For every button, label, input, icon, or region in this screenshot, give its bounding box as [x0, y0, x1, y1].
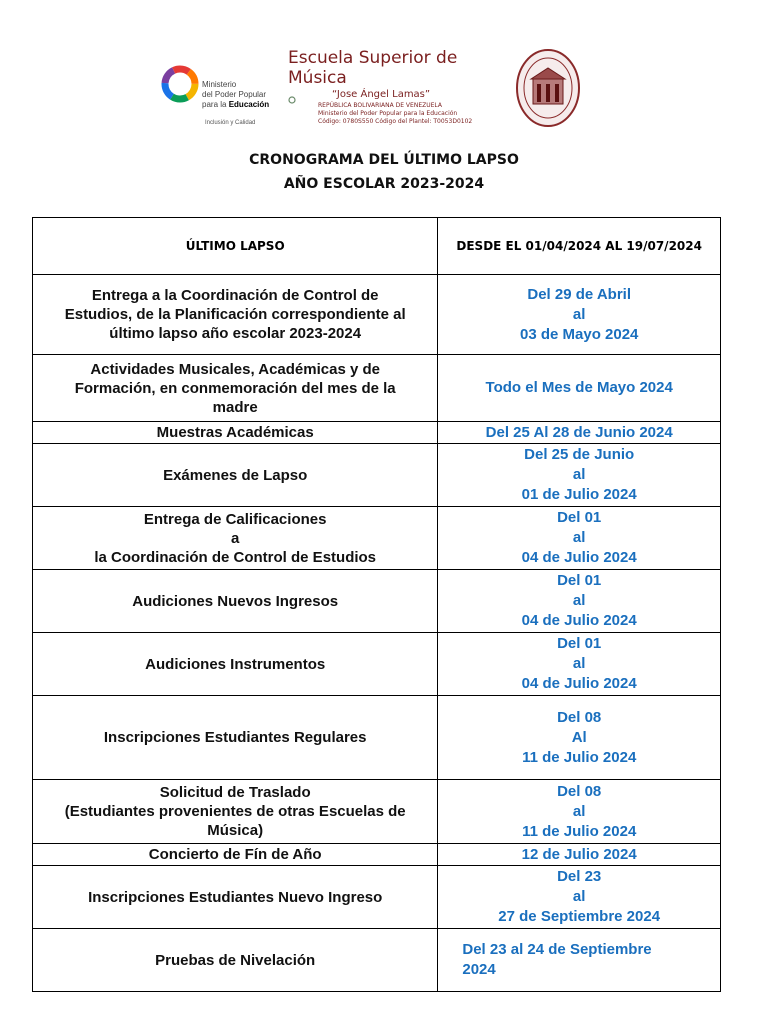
activity-line: Audiciones Instrumentos [145, 655, 326, 673]
date-line: 04 de Julio 2024 [521, 675, 637, 692]
activity-line: Música) [207, 822, 264, 839]
activity-line: último lapso año escolar 2023-2024 [109, 325, 362, 342]
date-line: Del 23 al 24 de Septiembre [462, 941, 652, 958]
table-row [33, 355, 721, 422]
ministry-logo [160, 58, 270, 132]
date-line: al [572, 466, 586, 483]
document-title: CRONOGRAMA DEL ÚLTIMO LAPSO [249, 152, 519, 168]
activity-line: Entrega a la Coordinación de Control de [91, 287, 379, 304]
activity-line: Actividades Musicales, Académicas y de [90, 360, 380, 378]
date-line: Todo el Mes de Mayo 2024 [485, 379, 673, 396]
table-row [33, 570, 721, 633]
table-row [33, 633, 721, 696]
activity-line: la Coordinación de Control de Estudios [94, 548, 377, 566]
table-row [33, 866, 721, 929]
activity-cell [33, 570, 438, 633]
activity-cell [33, 444, 438, 507]
activity-line: Muestras Académicas [156, 424, 314, 441]
date-cell [438, 929, 721, 992]
activity-line: (Estudiantes provenientes de otras Escuelas de [64, 803, 406, 820]
date-cell [438, 275, 721, 355]
school-subname: “Jose Ángel Lamas” [332, 89, 431, 100]
document-subtitle: AÑO ESCOLAR 2023-2024 [283, 176, 485, 192]
date-line: 03 de Mayo 2024 [519, 325, 639, 343]
date-line: al [572, 888, 586, 905]
date-line: al [572, 305, 586, 323]
date-line: al [572, 529, 586, 546]
ministry-subtitle: Inclusión y Calidad [205, 120, 256, 126]
activity-cell [33, 844, 438, 866]
date-cell [438, 355, 721, 422]
date-cell [438, 866, 721, 929]
date-line: 04 de Julio 2024 [521, 612, 637, 629]
date-line: 27 de Septiembre 2024 [498, 908, 661, 925]
activity-line: Pruebas de Nivelación [155, 951, 316, 969]
activity-cell [33, 696, 438, 780]
table-row [33, 929, 721, 992]
date-line: al [572, 655, 586, 672]
table-row [33, 275, 721, 355]
school-seal-icon [515, 48, 581, 128]
activity-line: a [231, 529, 240, 547]
ministry-line: Ministerio [202, 80, 237, 89]
date-cell [438, 507, 721, 570]
date-line: Del 29 de Abril [527, 285, 632, 303]
ministry-line: para la Educación [202, 100, 270, 109]
table-row [33, 422, 721, 444]
school-info-line: Ministerio del Poder Popular para la Educación [318, 110, 458, 117]
date-cell [438, 570, 721, 633]
small-circle-icon [288, 96, 296, 104]
date-line: Al [571, 728, 587, 746]
table-row [33, 507, 721, 570]
activity-cell [33, 275, 438, 355]
ministry-line: del Poder Popular [202, 90, 267, 99]
date-line: al [572, 592, 586, 609]
date-line: Del 08 [557, 782, 602, 800]
activity-line: Inscripciones Estudiantes Nuevo Ingreso [88, 888, 383, 906]
date-cell [438, 444, 721, 507]
document-header [0, 0, 768, 140]
table-row [33, 444, 721, 507]
activity-cell [33, 780, 438, 844]
activity-cell [33, 929, 438, 992]
date-cell [438, 780, 721, 844]
activity-line: Formación, en conmemoración del mes de la [74, 379, 396, 397]
activity-line: Solicitud de Traslado [159, 784, 311, 801]
activity-line: Exámenes de Lapso [163, 466, 308, 484]
date-cell [438, 633, 721, 696]
ministry-text [202, 80, 269, 110]
date-line: 2024 [462, 961, 496, 978]
activity-line: madre [212, 398, 258, 416]
date-line: 11 de Julio 2024 [522, 748, 637, 766]
activity-cell [33, 355, 438, 422]
date-line: Del 23 [557, 868, 602, 885]
date-cell [438, 696, 721, 780]
table-row [33, 844, 721, 866]
activity-line: Audiciones Nuevos Ingresos [132, 592, 339, 610]
date-line: Del 01 [557, 635, 602, 652]
activity-cell [33, 507, 438, 570]
ministry-ring-icon [160, 64, 200, 104]
table-row [33, 780, 721, 844]
date-line: Del 01 [557, 509, 602, 526]
schedule-table [32, 217, 721, 992]
date-line: 11 de Julio 2024 [522, 822, 637, 840]
date-cell [438, 844, 721, 866]
date-line: al [572, 802, 586, 820]
table-header-row [33, 218, 721, 275]
school-name: Escuela Superior de Música [288, 48, 458, 88]
activity-line: Entrega de Calificaciones [143, 510, 327, 528]
header-activity: ÚLTIMO LAPSO [33, 218, 438, 275]
date-line: Del 08 [557, 708, 602, 726]
table-row [33, 696, 721, 780]
date-line: Del 25 Al 28 de Junio 2024 [485, 423, 673, 441]
school-info-line: REPÚBLICA BOLIVARIANA DE VENEZUELA [318, 102, 442, 109]
activity-line: Inscripciones Estudiantes Regulares [103, 729, 367, 746]
date-cell [438, 422, 721, 444]
date-line: 12 de Julio 2024 [521, 845, 637, 863]
date-line: Del 25 de Junio [524, 446, 635, 463]
header-dates: DESDE EL 01/04/2024 AL 19/07/2024 [438, 218, 721, 275]
activity-cell [33, 633, 438, 696]
activity-line: Estudios, de la Planificación correspondiente al [64, 306, 406, 323]
date-line: 01 de Julio 2024 [521, 486, 637, 503]
ministry-bold: Educación [228, 100, 270, 109]
activity-cell [33, 422, 438, 444]
school-heading [288, 48, 508, 126]
activity-cell [33, 866, 438, 929]
activity-line: Concierto de Fín de Año [148, 846, 322, 863]
school-info-line: Código: 0780S550 Código del Plantel: T0053D0102 [318, 118, 473, 125]
date-line: 04 de Julio 2024 [521, 549, 637, 566]
date-line: Del 01 [557, 572, 602, 589]
